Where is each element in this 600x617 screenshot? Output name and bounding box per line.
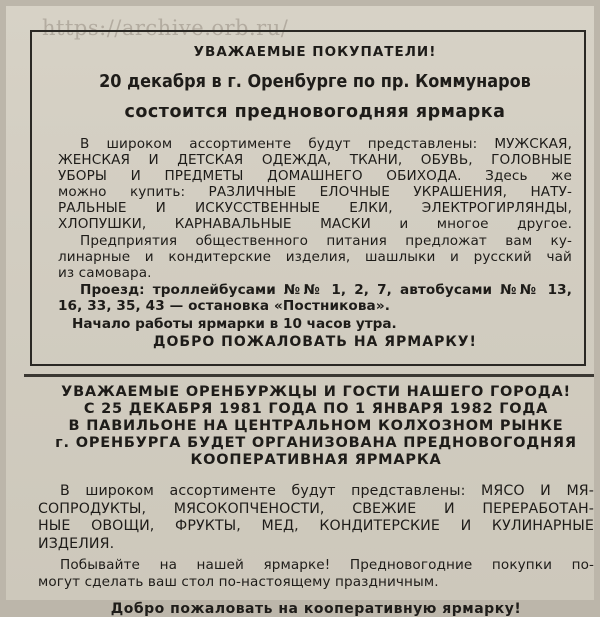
text-line: 16, 33, 35, 43 — остановка «Постникова». [58, 298, 390, 314]
ad2-heading [38, 384, 594, 469]
text-line: УБОРЫ И ПРЕДМЕТЫ ДОМАШНЕГО ОБИХОДА. Здесь же [58, 168, 572, 184]
text-line: могут сделать ваш стол по-настоящему праздничным. [38, 574, 439, 590]
text-line: Побывайте на нашей ярмарке! Предновогодние покупки по- [60, 557, 594, 573]
heading-line: С 25 ДЕКАБРЯ 1981 ГОДА ПО 1 ЯНВАРЯ 1982 ГОДА [83, 401, 549, 417]
heading-line: КООПЕРАТИВНАЯ ЯРМАРКА [190, 452, 442, 468]
text-line: ИЗДЕЛИЯ. [38, 535, 115, 552]
heading-line: УВАЖАЕМЫЕ ОРЕНБУРЖЦЫ И ГОСТИ НАШЕГО ГОРОДА! [61, 384, 571, 400]
text-line: Проезд: троллейбусами №№ 1, 2, 7, автобусами №№ 13, [80, 282, 572, 298]
ad1-date-line: 20 декабря в г. Оренбурге по пр. Коммунаров [99, 72, 531, 92]
ad1-fair-line: состоится предновогодняя ярмарка [124, 102, 506, 122]
ad1-transport-paragraph [58, 282, 572, 314]
text-line: из самовара. [58, 265, 152, 281]
archive-watermark: https://archive.orb.ru/ [42, 16, 289, 40]
ad1-opening-time: Начало работы ярмарки в 10 часов утра. [72, 316, 397, 332]
ad2-assortment-paragraph [38, 483, 594, 553]
text-line: В широком ассортименте будут представлены: МЯСО И МЯ- [60, 483, 594, 499]
ad1-assortment-paragraph [58, 136, 572, 232]
ad2-welcome: Добро пожаловать на кооперативную ярмарку! [110, 601, 522, 617]
ad1-heading: УВАЖАЕМЫЕ ПОКУПАТЕЛИ! [193, 44, 437, 60]
column-divider [24, 374, 594, 377]
ad1-catering-paragraph [58, 233, 572, 281]
text-line: В широком ассортименте будут представлены: МУЖСКАЯ, [80, 136, 572, 152]
ad1-welcome: ДОБРО ПОЖАЛОВАТЬ НА ЯРМАРКУ! [153, 334, 477, 350]
text-line: ЖЕНСКАЯ И ДЕТСКАЯ ОДЕЖДА, ТКАНИ, ОБУВЬ, ГОЛОВНЫЕ [58, 152, 572, 168]
heading-line: В ПАВИЛЬОНЕ НА ЦЕНТРАЛЬНОМ КОЛХОЗНОМ РЫНКЕ [68, 418, 564, 434]
text-line: можно купить: РАЗЛИЧНЫЕ ЕЛОЧНЫЕ УКРАШЕНИЯ, НАТУ- [58, 184, 572, 200]
advertisement-cooperative-fair [30, 384, 594, 617]
text-line: линарные и кондитерские изделия, шашлыки и русский чай [58, 249, 572, 265]
heading-line: г. ОРЕНБУРГА БУДЕТ ОРГАНИЗОВАНА ПРЕДНОВОГОДНЯЯ [55, 435, 577, 451]
text-line: ХЛОПУШКИ, КАРНАВАЛЬНЫЕ МАСКИ и многое другое. [58, 216, 572, 232]
text-line: РАЛЬНЫЕ И ИСКУССТВЕННЫЕ ЕЛКИ, ЭЛЕКТРОГИРЛЯНДЫ, [58, 200, 572, 216]
text-line: СОПРОДУКТЫ, МЯСОКОПЧЕНОСТИ, СВЕЖИЕ И ПЕРЕРАБОТАН- [38, 500, 594, 517]
advertisement-fair-kommunarov [30, 30, 586, 366]
ad2-invitation-paragraph [38, 557, 594, 591]
text-line: Предприятия общественного питания предложат вам ку- [80, 233, 572, 249]
text-line: НЫЕ ОВОЩИ, ФРУКТЫ, МЕД, КОНДИТЕРСКИЕ И КУЛИНАРНЫЕ [38, 518, 594, 534]
newspaper-clipping [6, 6, 594, 617]
